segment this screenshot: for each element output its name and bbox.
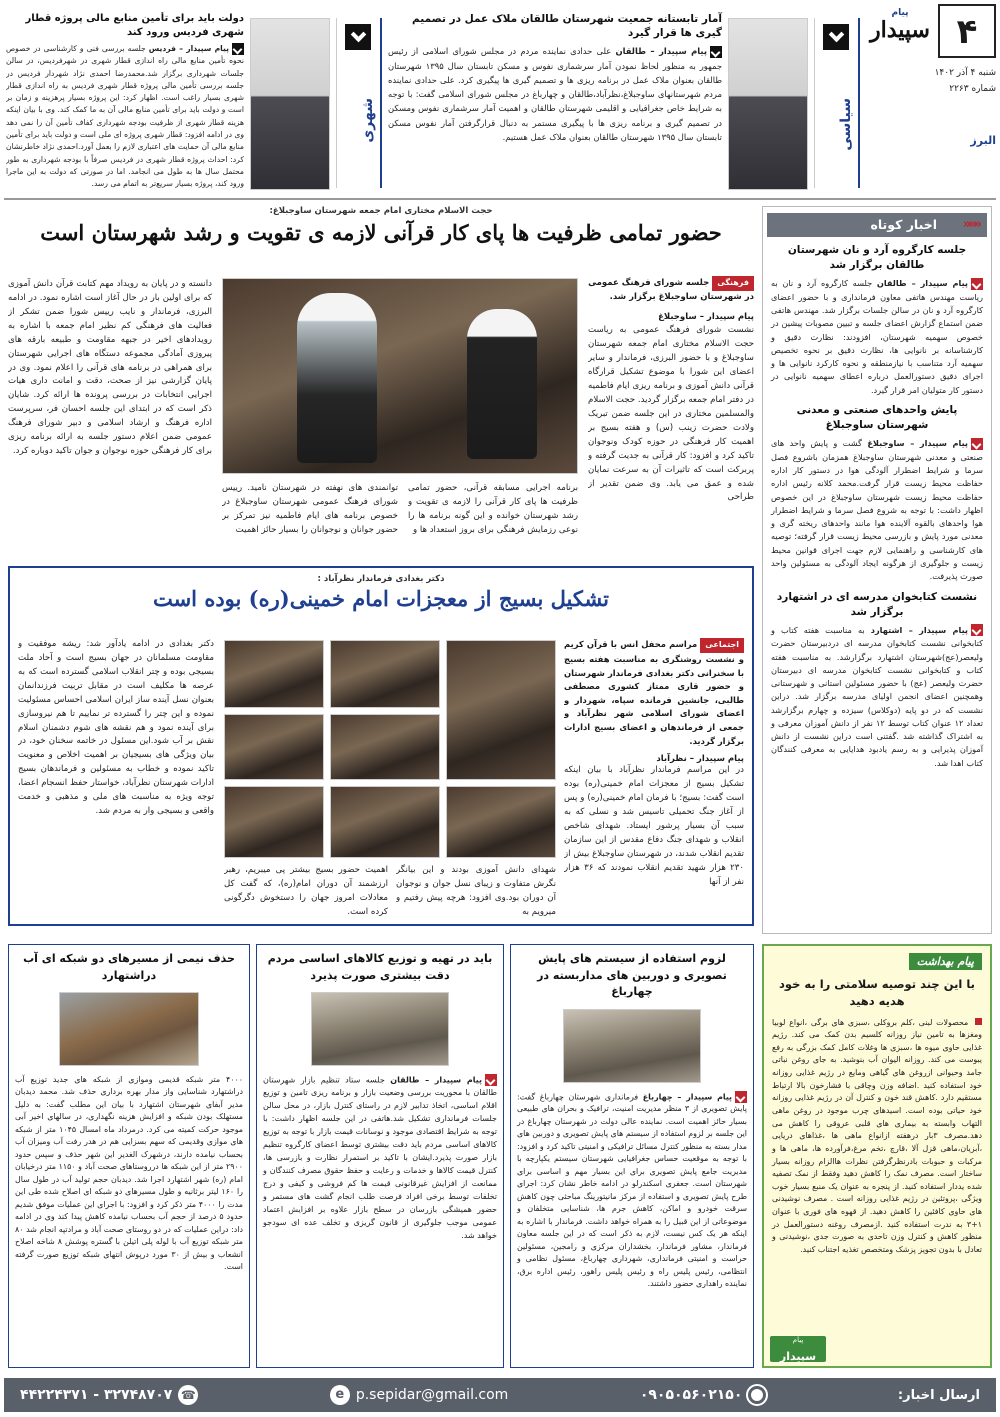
top-story-left [6,12,244,190]
masthead-logo [868,8,932,42]
top-story-right-body [388,44,722,144]
main-story-photo [222,278,578,474]
category-tag: اجتماعی [700,638,744,653]
top-story-left-title: دولت باید برای تأمین منابع مالی پروژه قطار شهری فردیس ورود کند [25,13,244,38]
portrait-haddadi [728,18,808,190]
health-body: محصولات لبنی ،کلم بروکلی ،سبزی های برگی ،انواع لوبیا ومغزها به تامین نیاز روزانه کلسیم بدن کمک می کند. رژیم غذایی حاوی میوه ها ،سبزی ها وغلات کامل کمک بزرگی به رفع یبوست می کند. روزانه الیوان آب بنوشید. به جای روغن نباتی جامد وحیوانی ازروغن های گیاهی ومایع در رژیم غذایی روزانه خود استفاده کنید .اضافه وزن وچاقی با فشارخون بالا ارتباط مستقیم دارد .کاهش قند خون و کنترل آن در رژیم غذایی روزانه خود حیاتی بوده است. اسیدهای چرب موجود در روغن ماهی التهاب وابسته به بیماری های قلبی عروقی را کاهش می دهد.مصرف ۳بار درهفته ازانواع ماهی ها ،غذاهای دریایی ،آبزیان،ماهی قزل آلا ،قارچ ،تخم مرغ،فرآورده ها، ماهی ها و مرکبات و حبوبات بادرنظرگرفتن نظرات هاالزام روزانه بسیار ساختار است. مصرف نمک را کاهش دهید وفقط از نمک تصفیه شده یددار استفاده کنید. از پنجره به عنوان یک منبع بسیار خوب ویژگی ،پروتئین در رژیم غذایی روزانه است . مصرف نوشیدنی های حاوی کافئین را کاهش دهید. از قهوه های فوری با عنوان ۱+۳ به ندرت استفاده کنید .ازمصرف روغنه دستورالعمل در منظور کاهش و کنترل وزن تاحدی به صورت جدی ،نوشیدنی و تعادل با بدون تجویز پزشک ومتخصص تغذیه اجتناب کنید. [772,1017,983,1255]
main-story [8,206,754,558]
basij-photo-panel [446,786,556,858]
top-story-left-text: جلسه بررسی فنی و کارشناسی در خصوص نحوه تأمین منابع مالی راه اندازی قطار شهری در شهرفردیس، در سالن جلسات شهرداری برگزار شد.محمدرضا احمدی نژاد شهردار فردیس در جلسه بررسی تأمین مالی پروژه قطار شهری فردیس به راه اندازی قطار شهری بسیار راغب است. اظهار کرد: این پروژه بسیار پرهزینه و زمان بر است و دولت باید برای تأمین منابع مالی آن به ما کمک کند. وی با بیان اینکه هزینه قطار شهری از ظرفیت بودجه شهرداری کفاف تأمین آن را نمی دهد وی در ادامه افزود: قطار شهری پروژه ای ملی است و دولت باید برای تأمین منابع مالی آن حمایت های اعتباری لازم را بعمل آورد.احمدی نژاد خاطرنشان کرد: احداث پروژه قطار شهری در فردیس صرفاً با بودجه شهرداری به طور محتمل سال ها به طول می انجامد. اما در صورتی که دولت به این ماجرا ورود کند، پروژه بسیار سریع‌تر به اتمام می رسد. [6,44,244,189]
section-arrow-icon [345,24,371,50]
health-logo-small: پیام [792,1336,804,1344]
basij-photo-audience [224,714,324,780]
brief-item-lead: پیام سپیدار – اشتهارد [870,624,968,635]
lead-arrow-icon [710,46,722,58]
basij-photo-audience [330,640,440,708]
lead-arrow-icon [971,438,983,450]
footer-phone[interactable]: ☎ ۳۲۷۴۸۷۰۷ - ۴۴۲۲۴۳۷۱ [20,1385,198,1405]
main-story-lead: پیام سپیدار – ساوجبلاغ [658,312,754,323]
main-story-text-2: برنامه اجرایی مسابقه قرآنی، حضور تمامی ظرفیت ها پای کار قرآنی را لازمه ی تقویت و رشد شهرستان خوانده و این گونه برنامه ها را نوعی رزمایش فرهنگی برای بروز استعداد ها و [408,483,578,535]
main-story-text-3: توانمندی های نهفته در شهرستان نامید. رییس شورای فرهنگ عمومی شهرستان ساوجبلاغ در خصوص برنامه های ایام فاطمیه نیز تمرکز بر حضور جوانان و نوجوانان را بسیار حائز اهمیت [222,483,398,535]
main-story-title: حضور تمامی ظرفیت ها پای کار قرآنی لازمه ی تقویت و رشد شهرستان است [40,220,722,245]
bottom-story-photo [563,1009,701,1083]
brief-item [771,590,983,771]
masthead [866,4,996,194]
category-tag: فرهنگی [712,276,754,291]
bottom-story-photo [311,992,449,1066]
section-bar-urban [336,18,382,188]
health-title: با این چند توصیه سلامتی را به خود هدیه دهید [779,977,975,1009]
lead-arrow-icon [971,624,983,636]
basij-photo-panel [330,786,440,858]
brief-item-title: پایش واحدهای صنعتی و معدنی شهرستان ساوجبلاغ [796,403,958,432]
logo-main: سپیدار [870,17,930,43]
whatsapp-icon [748,1386,766,1404]
top-story-right-title: آمار تابستانه جمعیت شهرستان طالقان ملاک عمل در تصمیم گیری ها قرار گیرد [412,13,722,40]
issue-date: شنبه ۴ آذر ۱۴۰۲ [934,68,996,78]
health-panel [762,944,992,1368]
main-story-text-4: دانسته و در پایان به رویداد مهم کتابت قرآن دانش آموزی که برای اولین بار در حال آغاز است اشاره نمود. در ادامه البرزی، فرماندار و نایب رییس شورا ضمن تشکر از فعالیت های فرهنگی کم نظیر امام جمعه با اشاره به رویدادهای اخیر در جبهه مقاومت و طبیعه بارقه های پیروزی آمادگی مجموعه دستگاه های اجرایی شهرستان برای همراهی در برنامه های قرآنی را اعلام نمود. وی در پایان گزارشی نیز از صحت، دقت و امانت داری هیات اجرایی انتخابات در بررسی پرونده ها ارائه کرد. شایان ذکر است که در ابتدای این جلسه احسان فر، سرپرست اداره فرهنگ و ارشاد اسلامی و دبیر شورای فرهنگ عمومی ضمن اعلام دستور جلسه به ارائه برنامه ریزی برای کار فرهنگی حوزه نوجوان و جوان تاکید دوباره کرد. [8,279,212,457]
portrait-ahmadinejad [250,18,330,190]
chevron-left-icon: ««« [962,217,979,232]
basij-text-2: شهدای دانش آموزی بودند و این بیانگر نگرش متفاوت و زیبای نسل جوان و نوجوان آن دوران بود.وی افزود: هرچه پیش رفتیم و میرویم به [396,865,556,917]
brief-news-panel [762,206,992,934]
top-story-right-lead: پیام سپیدار – طالقان [615,46,707,57]
basij-story [8,566,754,926]
basij-intro: اجتماعی مراسم محفل انس با قرآن کریم و نشست روشنگری به مناسبت هفته بسیج با سخنرانی دکتر بغدادی فرماندار شهرستان و حضور قاری ممتاز کشوری مصطفی طالبی، جانشین فرمانده سپاه، شهردار و اعضای شورای اسلامی شهر نظرآباد و جمعی از فرماندهان و اعضای بسیج ادارات برگزار گردید. [564,639,744,746]
bottom-story [256,944,504,1368]
brief-item [771,243,983,397]
main-story-text-1: نشست شورای فرهنگ عمومی به ریاست حجت الاسلام مختاری امام جمعه شهرستان ساوجبلاغ و با حضور البرزی، فرماندار و سایر اعضای این شورا با موضوع تشکیل قرارگاه قرآنی دانش آموزی و برنامه ریزی ایام فاطمیه در دفتر امام جمعه برگزار گردید. حجت الاسلام والمسلمین مختاری در این جلسه ضمن تبریک ولادت حضرت زینب (س) و هفته بسیج بر اهمیت کار فرهنگی در حوزه کودک ونوجوان تاکید کرد و افزود: کار قرآنی به جدیت گرفته و پربرکت است که تاثیرات آن به سرعت نمایان شده و عمق می یابد. وی ضمن تقدیر از طراحی [588,325,754,503]
main-story-kicker: حجت الاسلام مختاری امام جمعه شهرستان ساوجبلاغ: [269,206,493,216]
basij-photo-speaker [446,640,556,780]
region-label: البرز [970,134,996,147]
cleric-figure [467,309,537,459]
top-divider [4,198,996,200]
logo-small: پیام [891,8,909,18]
brief-item-lead: پیام سپیدار – طالقان [876,278,968,289]
section-label-urban: شهری [360,98,376,143]
bottom-story-photo [59,992,199,1066]
footer-whatsapp[interactable]: ۰۹۰۵۰۵۶۰۲۱۵۰ [640,1386,767,1404]
top-story-right [388,12,722,190]
top-story-right-text: علی حدادی نماینده مردم در مجلس شورای اسلامی از رئیس جمهور به منظور لحاظ نمودن آمار سرشماری نفوس و مسکن تابستان سال ۱۳۹۵ شهرستان طالقان بعنوان ملاک عمل در برنامه ریزی ها و تصمیم گیری ها پیگیری کرد. علی حدادی نماینده مردم شهرستانهای ساوجبلاغ،نظرآباد،طالقان و چهارباغ در مجلس شورای اسلامی گفت: با توجه به شرایط خاص جغرافیایی و اقلیمی شهرستان طالقان و اهمیت آمار سرشماری نفوس ومسکن در تصمیم گیری و برنامه ریزی ها با پیگیری مستمر به دنبال قرارگرفتن آمار نفوس مسکن تابستان سال ۱۳۹۵ شهرستان طالقان بعنوان ملاک عمل هستیم. [388,46,722,143]
bottom-story-body: پیام سپیدار – طالقان جلسه ستاد تنظیم بازار شهرستان طالقان با محوریت بررسی وضعیت بازار و برنامه ریزی تامین و توزیع اقلام اساسی، اتخاذ تدابیر لازم در راستای کنترل بازار، در محل سالن جلسات فرمانداری تشکیل شد.هاتفی در این جلسه اظهار داشت: با توجه به شرایط اقتصادی موجود و نوسانات قیمت بازار با توجه به توزیع کالاهای اساسی مردم باید دقت بیشتری توسط اعضای کارگروه تنظیم بازار صورت پذیرد.ایشان با تاکید بر استمرار نظارت و بازرسی ها، کنترل قیمت کالاها و خدمات و رعایت و حفظ حقوق مصرف کنندگان و ممانعت از افزایش غیرقانونی قیمت ها کم فروشی و کیفی و درج تخلفات توسط برخی افراد فرصت طلب انجام گشت های مستمر و حضور همیشگی بازرسان در سطح بازار علاوه بر افزایش اعتماد عمومی موجب جلوگیری از قانون گریزی و تخلف عده ای سودجو خواهد شد. [263,1075,497,1240]
bottom-story-title: لزوم استفاده از سیستم های پایش تصویری و دوربین های مداربسته در چهارباغ [537,952,727,998]
bottom-story-body: پیام سپیدار – چهارباغ فرمانداری شهرستان چهارباغ گفت: پایش تصویری از ۳ منظر مدیریت امنیت، ترافیک و بحران های طبیعی بسیار حائز اهمیت است. نماینده عالی دولت در شهرستان چهارباغ در این جلسه بر لزوم استفاده از سیستم های پایش تصویری و دوربین های مدار بسته به منظور کنترل مسائل ترافیکی و امنیتی تاکید کرد و افزود: با توجه به موقعیت حساس جغرافیایی شهرستان سیستم یکپارچه با مدیریت جامع پایش تصویری برای این بسیار مهم و اساسی برای شهرستان است. جعفری اسکندرلو در ادامه خاطر نشان کرد: اجرای طرح پایش تصویری و استفاده از مرکز مانیتورینگ مباحثی چون کاهش سرقت خودرو و اماکن، کاهش جرم ها، شناسایی متخلفان و موضوعاتی از این قبیل را به همراه خواهد داشت. فرماندار با اشاره به اینکه هر یک کس نیست، لازم به ذکر است که در این جلسه معاون فرماندار، مشاور فرماندار، بخشداران مرکزی و رامجین، مسئولین حراست و امنیتی فرمانداری، شهرداری چهارباغ، مسئول نظامی و انتظامی، رئیس پلیس راه و رئیس پلیس راهور، رئیس اداره برق، نماینده راهداری حضور داشتند. [517,1092,748,1289]
bullet-icon [975,1018,982,1025]
bottom-story-title: حذف نیمی از مسیرهای دو شبکه ای آب دراشتهارد [23,952,235,982]
basij-text-1: در این مراسم فرماندار نظرآباد با بیان اینکه تشکیل بسیج از معجزات امام خمینی(ره) بوده است گفت: بسیج؛ با فرمان امام خمینی(ره) و پس از آغاز جنگ تحمیلی تاسیس شد و نسلی که به سبب آن بسیار پرشور ایستاد. شهدای شاخص انقلاب و شهدای جنگ دفاع مقدس از این سازمان تقدیم انقلاب شدند، در شهرستان ساوجبلاغ بیش از ۲۳۰ هزار شهید تقدیم انقلاب نمودند که ۳۶ هزار نفر از آنها [564,765,744,887]
bottom-story [8,944,250,1368]
bottom-story-lead: پیام سپیدار – طالقان [390,1075,482,1085]
lead-arrow-icon [971,278,983,290]
section-label-political: سیاسی [838,98,854,151]
bottom-story-title: باید در تهیه و توزیع کالاهای اساسی مردم دقت بیشتری صورت پذیرد [267,952,493,982]
basij-col-1 [564,638,744,920]
lead-arrow-icon [735,1091,747,1103]
brief-item-body: پیام سپیدار – ساوجبلاغ گشت و پایش واحد های صنعتی و معدنی شهرستان ساوجبلاغ همزمان باشروع فصل سرما و شرایط اضطرار آلودگی هوا در دستور کار اداره حفاظت محیط زیست قرار گرفت.محمد کلانه رئیس اداره حفاظت محیط زیست شهرستان ساوجبلاغ در این خصوص اظهار داشت: با توجه به شروع فصل سرما و شرایط اضطرار هوا واحدهای بالقوه آلاینده هوا مانند واحدهای ریخته گری و معدنی مورد پایش و بازرسی محیط زیست قرار گرفته؛ توصیه های کارشناسی و راهنمایی لازم جهت اجرای قوانین محیط زیست و جلوگیری از هرگونه ایجاد آلودگی به مسئولین واحد صورت پذیرفت. [771,438,983,582]
basij-kicker: دکتر بغدادی فرماندار نظرآباد : [317,574,445,584]
footer-label: ارسال اخبار: [897,1387,980,1403]
footer-email[interactable]: e p.sepidar@gmail.com [330,1385,508,1405]
section-arrow-icon [823,24,849,50]
basij-photo-panel [224,786,324,858]
top-story-left-body [6,43,244,190]
brief-item-body: پیام سپیدار – طالقان جلسه کارگروه آرد و نان به ریاست مهندس هاتفی معاون فرمانداری و با حضور اعضای کارگروه آرد و نان در سالن جلسات برگزار شد. مهندس هاتفی ضمن استماع گزارش اعضای جلسه و تبیین مصوبات پیشین در خصوص سهمیه شهرستان، افزودند: نظارت دقیق و کارشناسانه بر نانوایی ها، نظارت دقیق بر نحوه تخصیص سهمیه آرد متناسب با نیازمنطقه و نحوه کارکرد نانوایی ها و اجرای دقیق دستورالعمل درباره اعطای سهمیه نانوایی در دستور کار متولیان امر قرار گیرد. [771,278,983,395]
brief-item-lead: پیام سپیدار – ساوجبلاغ [867,438,969,449]
main-story-col-1 [588,276,754,548]
phone-icon: ☎ [178,1385,198,1405]
basij-title: تشکیل بسیج از معجزات امام خمینی(ره) بوده است [152,586,610,611]
basij-photo-grid [224,640,556,858]
brief-item [771,403,983,584]
bottom-story [510,944,754,1368]
footer-bar [4,1378,996,1412]
bottom-story-body: ۴۰۰۰ متر شبکه قدیمی وموازی از شبکه های جدید توزیع آب دراشتهارد شناسایی واز مدار بهره برداری حذف شد. محمد دیدبان مدیر آبفای شهرستان اشتهارد با بیان این مطلب گفت: به دلیل مستهلک بودن شبکه و افزایش هزینه نگهداری، در سالهای اخیر آبی موجود حرکت کمیته می کرد. درمرداد ماه امسال ۱۰۴۵ متر از شبکه های موازی وقدیمی که سهم بسزایی هم در هدر رفت آب ومیزان آب بحساب نیامده دارند، درشهرک الغدیر این شهر حذف و سپس حدود ۲۹۰۰ متر از این شبکه ها درروستاهای صحت آباد و ۱۱۵۰ متر درخیابان امام (ره) شهر اشتهارد اجرا شد. دیدبان حجم تولید آب در طول سال را ۱۶۰ لیتر برثانیه و طول مسیرهای دو شبکه ای اصلاح شده طی این مدت را ۴۰۰۰ متر ذکر کرد و افزود: با اجرای این عملیات موفق شدیم حدود ۵ درصد از حجم آب بحساب نیامده کاهش پیدا کند وی در ادامه داد: دراین عملیات که در دو روستای صحت آباد و مرادتپه انجام شد ۸۰ متر شبکه توزیع آب با لوله پلی اتیلن با گستره پوشش ۸ شاخه اصلاح انشعاب و بیش از ۳۰ مورد درپوش انتهای شبکه توزیع صورت گرفته است. [15,1075,243,1272]
email-icon: e [330,1385,350,1405]
top-story-left-lead: پیام سپیدار – فردیس [148,44,229,53]
brief-news-header: ««« اخبار کوتاه [767,213,987,237]
brief-item-title: نشست کتابخوان مدرسه ای در اشتهارد برگزار شد [776,590,978,618]
basij-photo-audience [330,714,440,780]
health-header: پیام بهداشت [909,953,982,970]
main-story-intro: فرهنگی جلسه شورای فرهنگ عمومی در شهرستان ساوجبلاغ برگزار شد. [588,278,754,302]
basij-lead: پیام سپیدار – نظرآباد [656,754,744,765]
bottom-story-lead: پیام سپیدار – چهارباغ [642,1092,732,1101]
lead-arrow-icon [232,43,244,55]
brief-item-title: جلسه کارگروه آرد و نان شهرستان طالقان برگزار شد [787,244,967,272]
health-logo-main: سپیدار [779,1350,817,1363]
basij-text-3: اهمیت حضور بسیج بیشتر پی میبریم، رهبر ارزشمند آن دوران امام(ره)، که گفت کل معادلات امروز جهان را دستخوش دگرگونی کرده است. [224,865,388,917]
basij-text-4: دکتر بغدادی در ادامه یادآور شد: ریشه موفقیت و مقاومت مسلمانان در جهان بسیج است و آحاد ملت بسیجی بوده و چتر انقلاب اسلامی گسترده است که به عرصه ها مکلیف است در مقابل تربیت فرزندانمان بعنوان نسل آینده ساز ایران اسلامی احساس مسئولیت نموده و این چتر را گسترده تر نماییم تا هم نیروسازی برای آینده نمود و هم نقشه های شوم دشمنان اسلام نقش بر آب شود.این مسئول در خاتمه سخنان خود، در بیان ویژگی های بسیجیان بر اهمیت اخلاص و معنویت تاکید نموده و خطاب به مسئولین و فرماندهان بسیج ادارات شهرستان نظرآباد، خواستار حفظ انسجام اعضا، توجه ویژه به مناسبت های ملی و مذهبی و خدمت واقعی و بسیجی وار به مردم شد. [18,639,214,817]
basij-photo-audience [224,640,324,708]
brief-item-body: پیام سپیدار – اشتهارد به مناسبت هفته کتاب و کتابخوانی نشست کتابخوان مدرسه ای دردبیرستان حضرت ولیعصر(عج)شهرستان اشتهارد برگزارشد. به مناسبت هفته کتاب و کتابخوانی نشست کتابخوان مدرسه ای دبیرستان حضرت ولیعصر (عج) با حضور مسئولین استانی و شهرستانی وهمچنین اعضای انجمن اولیای مدرسه برگزار شد. دراین نشست که در دو پایه (دوکلاس) سیزده و چهارم برگزارشد تعداد ۱۲ عنوان کتاب توسط ۱۲ نفر از دانش آموزان معرفی و به اشتراک گذاشته شد .گفتنی است دراین نشست از دانش آموزان پذیرایی و به رسم یادبود هدایایی به معرفی کنندگان کتاب اهدا شد. [771,624,983,768]
health-logo [770,1336,826,1362]
page-number-box: ۴ [938,4,996,58]
issue-number: شماره ۲۲۶۳ [949,84,996,94]
cleric-figure [297,293,377,463]
lead-arrow-icon [485,1074,497,1086]
section-bar-political [814,18,860,188]
